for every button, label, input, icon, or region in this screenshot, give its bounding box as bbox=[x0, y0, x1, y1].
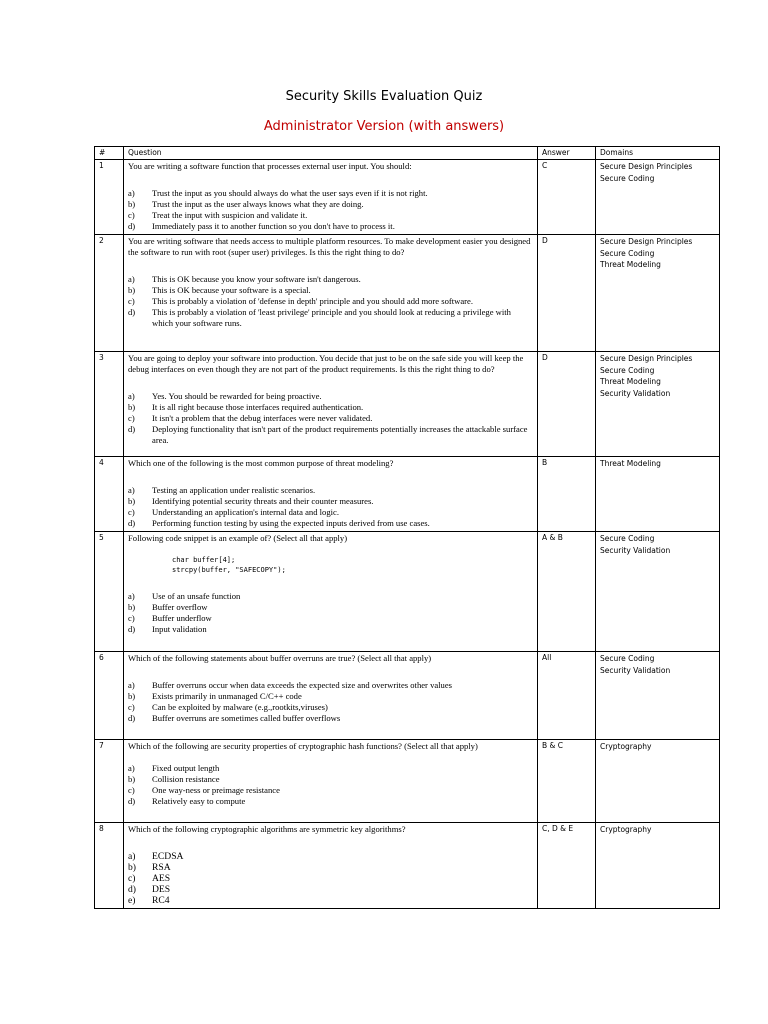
table-row bbox=[95, 823, 720, 909]
code-snippet bbox=[172, 555, 533, 575]
option-letter: d) bbox=[128, 796, 136, 806]
option-item bbox=[128, 210, 533, 221]
option-text: Buffer overflow bbox=[152, 602, 208, 612]
question-number: 3 bbox=[95, 352, 124, 457]
option-text: Trust the input as the user always knows what they are doing. bbox=[152, 199, 364, 209]
option-letter: b) bbox=[128, 862, 136, 873]
domain-item: Secure Coding bbox=[600, 534, 655, 543]
option-list bbox=[128, 851, 533, 906]
option-text: RSA bbox=[152, 862, 171, 873]
document-title: Security Skills Evaluation Quiz bbox=[285, 89, 483, 104]
option-letter: d) bbox=[128, 424, 136, 434]
option-letter: c) bbox=[128, 873, 136, 884]
option-letter: a) bbox=[128, 680, 135, 690]
option-text: RC4 bbox=[152, 895, 170, 906]
option-letter: d) bbox=[128, 307, 136, 317]
option-item bbox=[128, 613, 533, 624]
answer-cell: A & B bbox=[538, 532, 596, 652]
option-text: It isn't a problem that the debug interfaces were never validated. bbox=[152, 413, 373, 423]
option-list bbox=[128, 391, 533, 446]
option-item bbox=[128, 895, 533, 906]
option-text: Input validation bbox=[152, 624, 207, 634]
option-item bbox=[128, 188, 533, 199]
domain-item: Threat Modeling bbox=[600, 260, 661, 269]
option-text: Deploying functionality that isn't part of the product requirements potentially increases the attackable surface area. bbox=[152, 424, 528, 445]
option-letter: d) bbox=[128, 221, 136, 231]
question-number: 8 bbox=[95, 823, 124, 909]
option-letter: c) bbox=[128, 507, 135, 517]
option-text: It is all right because those interfaces required authentication. bbox=[152, 402, 364, 412]
option-letter: a) bbox=[128, 851, 136, 862]
question-number: 6 bbox=[95, 652, 124, 740]
option-item bbox=[128, 796, 533, 807]
option-text: Buffer underflow bbox=[152, 613, 212, 623]
domains-cell bbox=[596, 652, 720, 740]
option-text: Identifying potential security threats and their counter measures. bbox=[152, 496, 374, 506]
answer-cell: C, D & E bbox=[538, 823, 596, 909]
option-text: This is OK because you know your software isn't dangerous. bbox=[152, 274, 361, 284]
option-text: This is probably a violation of 'least privilege' principle and you should look at reducing a privilege with which your software runs. bbox=[152, 307, 511, 328]
option-text: Trust the input as you should always do what the user says even if it is not right. bbox=[152, 188, 428, 198]
domain-item: Cryptography bbox=[600, 825, 652, 834]
option-list bbox=[128, 591, 533, 635]
option-letter: a) bbox=[128, 763, 135, 773]
option-text: DES bbox=[152, 884, 171, 895]
option-text: Relatively easy to compute bbox=[152, 796, 246, 806]
document-subtitle: Administrator Version (with answers) bbox=[263, 119, 505, 134]
option-letter: b) bbox=[128, 199, 136, 209]
option-text: Testing an application under realistic scenarios. bbox=[152, 485, 316, 495]
answer-cell: B bbox=[538, 457, 596, 532]
option-item bbox=[128, 873, 533, 884]
option-item bbox=[128, 307, 533, 329]
option-list bbox=[128, 485, 533, 529]
option-text: Use of an unsafe function bbox=[152, 591, 241, 601]
option-text: Treat the input with suspicion and validate it. bbox=[152, 210, 308, 220]
table-header-row bbox=[95, 147, 720, 160]
option-item bbox=[128, 413, 533, 424]
domain-item: Secure Coding bbox=[600, 248, 655, 258]
option-letter: a) bbox=[128, 188, 135, 198]
domains-cell bbox=[596, 160, 720, 235]
domain-item: Secure Design Principles bbox=[600, 354, 693, 363]
option-text: Immediately pass it to another function so you don't have to process it. bbox=[152, 221, 395, 231]
option-item bbox=[128, 702, 533, 713]
option-list bbox=[128, 274, 533, 329]
option-item bbox=[128, 296, 533, 307]
option-letter: c) bbox=[128, 613, 135, 623]
option-item bbox=[128, 274, 533, 285]
option-letter: c) bbox=[128, 702, 135, 712]
domains-cell bbox=[596, 823, 720, 909]
domain-item: Security Validation bbox=[600, 545, 671, 555]
option-text: Yes. You should be rewarded for being proactive. bbox=[152, 391, 322, 401]
option-item bbox=[128, 862, 533, 873]
domain-item: Secure Design Principles bbox=[600, 162, 693, 171]
domain-item: Secure Coding bbox=[600, 654, 655, 663]
question-cell bbox=[124, 352, 538, 457]
question-cell bbox=[124, 740, 538, 823]
option-letter: b) bbox=[128, 285, 136, 295]
answer-cell: All bbox=[538, 652, 596, 740]
option-letter: b) bbox=[128, 496, 136, 506]
option-letter: a) bbox=[128, 274, 135, 284]
option-item bbox=[128, 402, 533, 413]
quiz-table bbox=[94, 146, 720, 909]
option-text: Buffer overruns occur when data exceeds the expected size and overwrites other values bbox=[152, 680, 453, 690]
domains-cell bbox=[596, 352, 720, 457]
option-list bbox=[128, 763, 533, 807]
answer-cell: D bbox=[538, 235, 596, 352]
option-item bbox=[128, 221, 533, 232]
table-row bbox=[95, 352, 720, 457]
option-item bbox=[128, 763, 533, 774]
question-number: 1 bbox=[95, 160, 124, 235]
question-cell bbox=[124, 457, 538, 532]
question-cell bbox=[124, 532, 538, 652]
code-line: char buffer[4]; bbox=[172, 556, 236, 564]
option-letter: a) bbox=[128, 591, 135, 601]
table-row bbox=[95, 235, 720, 352]
option-letter: a) bbox=[128, 391, 135, 401]
answer-cell: D bbox=[538, 352, 596, 457]
option-item bbox=[128, 507, 533, 518]
option-item bbox=[128, 691, 533, 702]
option-letter: c) bbox=[128, 413, 135, 423]
question-cell bbox=[124, 652, 538, 740]
option-item bbox=[128, 591, 533, 602]
question-stem: Which one of the following is the most common purpose of threat modeling? bbox=[128, 458, 394, 468]
option-item bbox=[128, 485, 533, 496]
option-text: This is probably a violation of 'defense in depth' principle and you should add more software. bbox=[152, 296, 473, 306]
option-text: Buffer overruns are sometimes called buffer overflows bbox=[152, 713, 341, 723]
domain-item: Secure Coding bbox=[600, 365, 655, 375]
domain-item: Security Validation bbox=[600, 388, 671, 398]
option-item bbox=[128, 285, 533, 296]
option-letter: c) bbox=[128, 210, 135, 220]
question-cell bbox=[124, 235, 538, 352]
option-text: One way-ness or preimage resistance bbox=[152, 785, 280, 795]
option-item bbox=[128, 713, 533, 724]
option-item bbox=[128, 424, 533, 446]
option-letter: b) bbox=[128, 402, 136, 412]
option-letter: c) bbox=[128, 785, 135, 795]
option-item bbox=[128, 624, 533, 635]
option-letter: d) bbox=[128, 713, 136, 723]
header-num: # bbox=[95, 147, 124, 160]
option-text: Collision resistance bbox=[152, 774, 220, 784]
option-text: Can be exploited by malware (e.g.,rootkits,viruses) bbox=[152, 702, 328, 712]
table-row bbox=[95, 457, 720, 532]
option-list bbox=[128, 680, 533, 724]
question-stem: You are writing a software function that processes external user input. You should: bbox=[128, 161, 412, 171]
question-number: 7 bbox=[95, 740, 124, 823]
code-line: strcpy(buffer, "SAFECOPY"); bbox=[172, 566, 286, 574]
domain-item: Cryptography bbox=[600, 742, 652, 751]
header-answer: Answer bbox=[538, 147, 596, 160]
option-letter: a) bbox=[128, 485, 135, 495]
domain-item: Secure Coding bbox=[600, 173, 655, 183]
option-item bbox=[128, 680, 533, 691]
answer-cell: C bbox=[538, 160, 596, 235]
option-letter: d) bbox=[128, 884, 136, 895]
question-stem: Which of the following are security properties of cryptographic hash functions? (Select all that apply) bbox=[128, 741, 478, 751]
option-text: Fixed output length bbox=[152, 763, 220, 773]
question-stem: Following code snippet is an example of? (Select all that apply) bbox=[128, 533, 348, 543]
question-cell bbox=[124, 160, 538, 235]
answer-cell: B & C bbox=[538, 740, 596, 823]
option-item bbox=[128, 851, 533, 862]
option-item bbox=[128, 199, 533, 210]
question-stem: You are going to deploy your software into production. You decide that just to be on the safe side you will keep the debug interfaces on even though they are not part of the product requirements. Is this the right thing to do? bbox=[128, 353, 524, 374]
question-stem: Which of the following cryptographic algorithms are symmetric key algorithms? bbox=[128, 824, 406, 834]
option-item bbox=[128, 391, 533, 402]
question-stem: You are writing software that needs access to multiple platform resources. To make development easier you designed the software to run with root (super user) privileges. Is this the right thing to do? bbox=[128, 236, 531, 257]
option-item bbox=[128, 602, 533, 613]
header-question: Question bbox=[124, 147, 538, 160]
option-text: AES bbox=[152, 873, 171, 884]
option-text: Performing function testing by using the expected inputs derived from use cases. bbox=[152, 518, 430, 528]
option-item bbox=[128, 884, 533, 895]
question-number: 2 bbox=[95, 235, 124, 352]
question-stem: Which of the following statements about buffer overruns are true? (Select all that apply) bbox=[128, 653, 432, 663]
option-letter: d) bbox=[128, 518, 136, 528]
table-row bbox=[95, 740, 720, 823]
option-text: Understanding an application's internal data and logic. bbox=[152, 507, 339, 517]
table-row bbox=[95, 160, 720, 235]
option-text: Exists primarily in unmanaged C/C++ code bbox=[152, 691, 302, 701]
question-number: 4 bbox=[95, 457, 124, 532]
table-row bbox=[95, 652, 720, 740]
option-letter: b) bbox=[128, 774, 136, 784]
option-item bbox=[128, 518, 533, 529]
domains-cell bbox=[596, 235, 720, 352]
domain-item: Secure Design Principles bbox=[600, 237, 693, 246]
option-letter: e) bbox=[128, 895, 136, 906]
domains-cell bbox=[596, 457, 720, 532]
question-number: 5 bbox=[95, 532, 124, 652]
option-text: ECDSA bbox=[152, 851, 184, 862]
domain-item: Threat Modeling bbox=[600, 377, 661, 386]
option-item bbox=[128, 496, 533, 507]
question-cell bbox=[124, 823, 538, 909]
table-row bbox=[95, 532, 720, 652]
domain-item: Threat Modeling bbox=[600, 459, 661, 468]
option-item bbox=[128, 774, 533, 785]
header-domains: Domains bbox=[596, 147, 720, 160]
domains-cell bbox=[596, 532, 720, 652]
domains-cell bbox=[596, 740, 720, 823]
option-item bbox=[128, 785, 533, 796]
option-letter: b) bbox=[128, 602, 136, 612]
option-letter: c) bbox=[128, 296, 135, 306]
domain-item: Security Validation bbox=[600, 665, 671, 675]
option-list bbox=[128, 188, 533, 232]
option-letter: d) bbox=[128, 624, 136, 634]
option-letter: b) bbox=[128, 691, 136, 701]
option-text: This is OK because your software is a special. bbox=[152, 285, 311, 295]
